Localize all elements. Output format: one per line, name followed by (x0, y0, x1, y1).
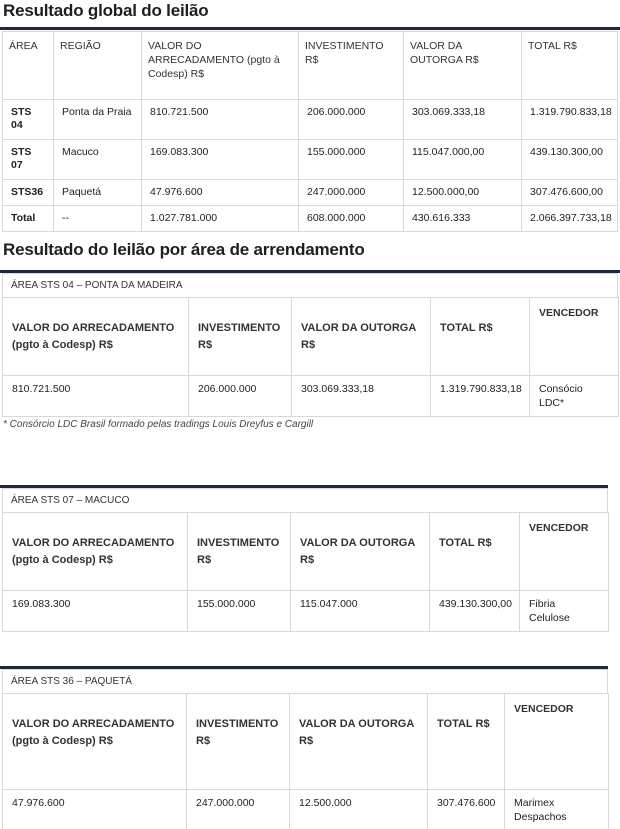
col-header-investimento: INVESTIMENTO R$ (189, 298, 292, 376)
col-header-investimento: INVESTIMENTO R$ (188, 513, 291, 591)
cell-investimento: 206.000.000 (189, 376, 292, 417)
col-header-total: TOTAL R$ (430, 513, 520, 591)
cell-total: 307.476.600 (428, 790, 505, 829)
global-result-title: Resultado global do leilão (3, 1, 209, 20)
cell-investimento: 247.000.000 (187, 790, 290, 829)
cell-investimento: 608.000.000 (299, 206, 404, 232)
col-header-valor: VALOR DO ARRECADAMENTO (pgto à Codesp) R$ (142, 32, 299, 100)
col-header-outorga: VALOR DA OUTORGA R$ (291, 513, 430, 591)
cell-investimento: 206.000.000 (299, 100, 404, 140)
col-header-vencedor: VENCEDOR (505, 694, 609, 790)
col-header-vencedor: VENCEDOR (520, 513, 609, 591)
cell-investimento: 247.000.000 (299, 180, 404, 206)
col-header-valor: VALOR DO ARRECADAMENTO (pgto à Codesp) R$ (3, 694, 187, 790)
cell-outorga: 12.500.000,00 (404, 180, 522, 206)
area-label: ÁREA STS 36 – PAQUETÁ (2, 669, 608, 693)
cell-investimento: 155.000.000 (299, 140, 404, 180)
table-header-row (3, 513, 609, 591)
cell-outorga: 12.500.000 (290, 790, 428, 829)
area-label: ÁREA STS 04 – PONTA DA MADEIRA (2, 273, 618, 297)
cell-vencedor: Consócio LDC* (530, 376, 619, 417)
table-header-row (3, 694, 609, 790)
cell-area: STS36 (3, 180, 54, 206)
cell-regiao: -- (54, 206, 142, 232)
table-header-row (3, 298, 619, 376)
cell-valor: 810.721.500 (142, 100, 299, 140)
area-table (2, 693, 609, 829)
cell-area: STS 04 (3, 100, 54, 140)
table-row-total (3, 206, 618, 232)
area-block-sts07 (2, 488, 608, 632)
col-header-outorga: VALOR DA OUTORGA R$ (292, 298, 431, 376)
cell-outorga: 430.616.333 (404, 206, 522, 232)
cell-total: 307.476.600,00 (522, 180, 618, 206)
cell-regiao: Ponta da Praia (54, 100, 142, 140)
global-result-table (2, 31, 618, 232)
table-row (3, 180, 618, 206)
title-rule (0, 27, 620, 30)
col-header-outorga: VALOR DA OUTORGA R$ (404, 32, 522, 100)
table-row (3, 100, 618, 140)
col-header-regiao: REGIÃO (54, 32, 142, 100)
col-header-investimento: INVESTIMENTO R$ (299, 32, 404, 100)
table-row (3, 591, 609, 632)
area-label: ÁREA STS 07 – MACUCO (2, 488, 608, 512)
table-row (3, 790, 609, 829)
table-row (3, 376, 619, 417)
cell-total: 1.319.790.833,18 (522, 100, 618, 140)
cell-area: STS 07 (3, 140, 54, 180)
cell-valor: 47.976.600 (142, 180, 299, 206)
cell-outorga: 303.069.333,18 (404, 100, 522, 140)
col-header-outorga: VALOR DA OUTORGA R$ (290, 694, 428, 790)
cell-outorga: 115.047.000 (291, 591, 430, 632)
col-header-area: ÁREA (3, 32, 54, 100)
col-header-valor: VALOR DO ARRECADAMENTO (pgto à Codesp) R$ (3, 513, 188, 591)
cell-total: 2.066.397.733,18 (522, 206, 618, 232)
cell-area: Total (3, 206, 54, 232)
cell-vencedor: Fibria Celulose (520, 591, 609, 632)
cell-valor: 1.027.781.000 (142, 206, 299, 232)
col-header-valor: VALOR DO ARRECADAMENTO (pgto à Codesp) R$ (3, 298, 189, 376)
footnote: * Consórcio LDC Brasil formado pelas tradings Louis Dreyfus e Cargill (3, 419, 314, 430)
col-header-total: TOTAL R$ (522, 32, 618, 100)
cell-regiao: Paquetá (54, 180, 142, 206)
col-header-total: TOTAL R$ (428, 694, 505, 790)
cell-outorga: 115.047.000,00 (404, 140, 522, 180)
cell-outorga: 303.069.333,18 (292, 376, 431, 417)
cell-investimento: 155.000.000 (188, 591, 291, 632)
area-block-sts36 (2, 669, 608, 829)
area-table (2, 297, 619, 417)
area-block-sts04 (2, 273, 618, 417)
col-header-total: TOTAL R$ (431, 298, 530, 376)
cell-total: 1.319.790.833,18 (431, 376, 530, 417)
cell-valor: 169.083.300 (3, 591, 188, 632)
cell-valor: 47.976.600 (3, 790, 187, 829)
cell-vencedor: Marimex Despachos (505, 790, 609, 829)
table-row (3, 140, 618, 180)
cell-total: 439.130.300,00 (430, 591, 520, 632)
col-header-vencedor: VENCEDOR (530, 298, 619, 376)
cell-valor: 169.083.300 (142, 140, 299, 180)
area-table (2, 512, 609, 632)
col-header-investimento: INVESTIMENTO R$ (187, 694, 290, 790)
cell-valor: 810.721.500 (3, 376, 189, 417)
cell-regiao: Macuco (54, 140, 142, 180)
table-header-row (3, 32, 618, 100)
cell-total: 439.130.300,00 (522, 140, 618, 180)
by-area-title: Resultado do leilão por área de arrendamento (3, 240, 365, 259)
